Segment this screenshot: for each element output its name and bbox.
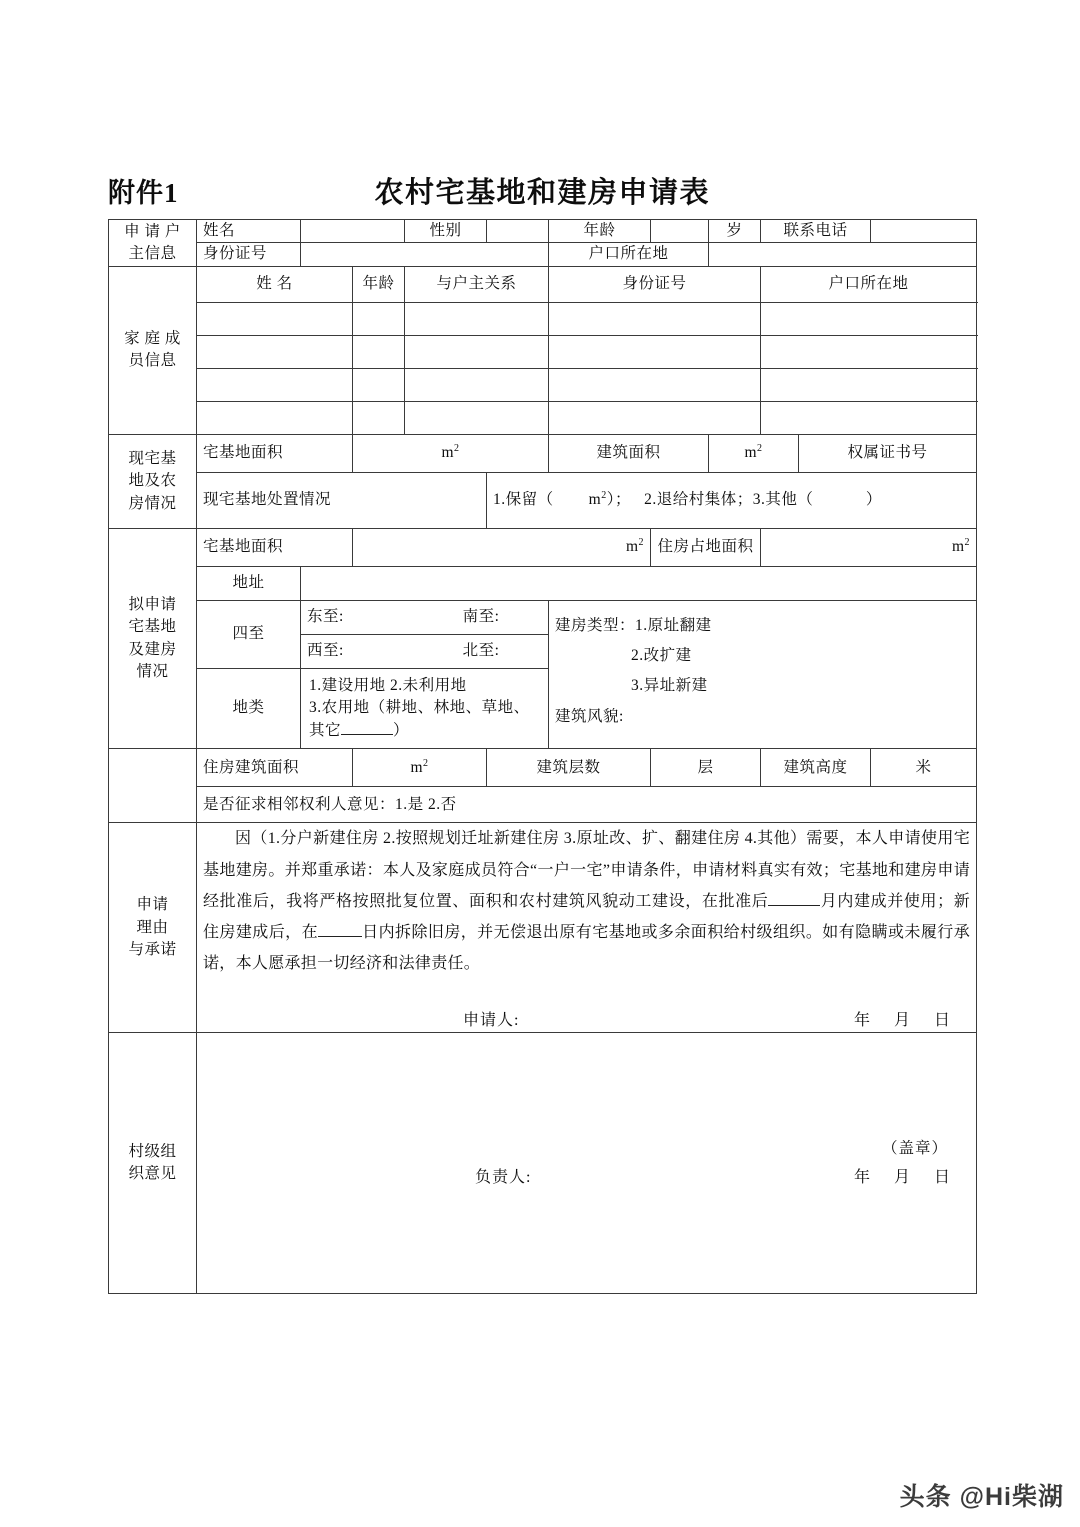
village-opinion-label-line2: 织意见	[128, 1165, 177, 1183]
neighbor-consent[interactable]: 是否征求相邻权利人意见：1.是 2.否	[197, 787, 977, 823]
proposed-spacer-label	[109, 749, 197, 823]
disposal-options[interactable]	[487, 472, 977, 528]
ownership-cert-label: 权属证书号	[799, 434, 977, 472]
family-header-hukou: 户口所在地	[761, 266, 977, 302]
table-row-current-homestead-area	[109, 434, 977, 472]
family-cell-name[interactable]	[197, 368, 353, 401]
land-type-label: 地类	[197, 668, 301, 748]
house-area-label: 住房建筑面积	[197, 749, 353, 787]
application-form-table	[108, 219, 977, 1294]
address-field[interactable]	[301, 566, 977, 600]
disposal-options-text: 1.保留（ $m^2$）； 2.退给村集体；3.其他（ ）	[493, 490, 882, 509]
boundary-west-label: 西至:	[307, 642, 344, 660]
build-type-cell	[549, 600, 977, 748]
family-cell-age[interactable]	[353, 401, 405, 434]
reason-label-line3: 与承诺	[128, 941, 177, 959]
age-label: 年龄	[549, 220, 651, 243]
reason-months-blank[interactable]	[768, 905, 820, 906]
table-row-family-member	[109, 368, 977, 401]
name-label: 姓名	[197, 220, 301, 243]
build-type-option-3[interactable]: 3.异址新建	[631, 677, 708, 695]
family-cell-relation[interactable]	[405, 335, 549, 368]
table-row-applicant-id	[109, 243, 977, 266]
applicant-signature-row	[203, 1009, 970, 1032]
family-cell-hukou[interactable]	[761, 401, 977, 434]
phone-label: 联系电话	[761, 220, 871, 243]
village-signature-row	[203, 1166, 970, 1189]
reason-text-part2: 月内建成并使用；新住房建成后，在	[203, 892, 971, 941]
proposed-label-line1: 拟申请	[128, 595, 177, 613]
gender-label: 性别	[405, 220, 487, 243]
boundary-label: 四至	[197, 600, 301, 668]
stamp-label: （盖章）	[882, 1139, 949, 1157]
current-building-area-field[interactable]: $m^2$	[709, 434, 799, 472]
family-cell-age[interactable]	[353, 335, 405, 368]
page-title: 农村宅基地和建房申请表	[374, 176, 710, 209]
family-cell-name[interactable]	[197, 401, 353, 434]
floors-field[interactable]: 层	[651, 749, 761, 787]
reason-label	[109, 823, 197, 1033]
applicant-household-label-line1: 申 请 户	[124, 222, 181, 240]
address-label: 地址	[197, 566, 301, 600]
family-cell-id[interactable]	[549, 302, 761, 335]
boundary-east-label: 东至:	[307, 608, 344, 626]
village-person-label[interactable]: 负责人:	[475, 1169, 532, 1187]
proposed-label-line4: 情况	[136, 663, 169, 681]
family-members-label	[109, 266, 197, 434]
land-type-options[interactable]	[301, 668, 549, 748]
table-row-family-member	[109, 401, 977, 434]
build-type-option-1[interactable]: 1.原址翻建	[635, 616, 712, 634]
table-row-neighbor-consent	[109, 787, 977, 823]
height-field[interactable]: 米	[871, 749, 977, 787]
family-header-id: 身份证号	[549, 266, 761, 302]
family-cell-relation[interactable]	[405, 368, 549, 401]
land-type-line1: 1.建设用地 2.未利用地	[309, 676, 467, 694]
proposed-label-line3: 及建房	[128, 640, 177, 658]
current-homestead-label-line3: 房情况	[128, 494, 177, 512]
boundary-west-north[interactable]	[301, 634, 549, 668]
table-row-proposed-address	[109, 566, 977, 600]
table-row-house-metrics	[109, 749, 977, 787]
applicant-date-label[interactable]: 年 月 日	[854, 1012, 961, 1030]
village-opinion-label	[109, 1033, 197, 1294]
disposal-label: 现宅基地处置情况	[197, 472, 487, 528]
family-cell-relation[interactable]	[405, 302, 549, 335]
id-number-field[interactable]	[301, 243, 549, 266]
reason-text-part1: 因（1.分户新建住房 2.按照规划迁址新建住房 3.原址改、扩、翻建住房 4.其他）需要，本人申请使用宅基地建房。并郑重承诺：本人及家庭成员符合“一户一宅”申请条件，申请材料真实有效；宅基地和建房申请经批准后，我将严格按照批复位置、面积和农村建筑风貌动工建设，在批准后	[203, 830, 971, 910]
family-cell-hukou[interactable]	[761, 368, 977, 401]
gender-field[interactable]	[487, 220, 549, 243]
family-cell-relation[interactable]	[405, 401, 549, 434]
current-area-label: 宅基地面积	[197, 434, 353, 472]
phone-field[interactable]	[871, 220, 977, 243]
reason-label-line1: 申请	[136, 896, 169, 914]
reason-text-part3: 日内拆除旧房，并无偿退出原有宅基地或多余面积给村级组织。如有隐瞒或未履行承诺，本人愿承担一切经济和法律责任。	[203, 923, 971, 973]
table-row-reason	[109, 823, 977, 1033]
floors-label: 建筑层数	[487, 749, 651, 787]
proposed-label-line2: 宅基地	[128, 618, 177, 636]
land-type-other-blank[interactable]	[341, 734, 393, 735]
table-row-village-opinion	[109, 1033, 977, 1294]
family-cell-id[interactable]	[549, 401, 761, 434]
applicant-household-label	[109, 220, 197, 267]
family-cell-id[interactable]	[549, 368, 761, 401]
land-type-line2-pre: 3.农用地（耕地、林地、草地、其它	[309, 699, 530, 739]
proposed-homestead-label	[109, 528, 197, 748]
current-homestead-label-line1: 现宅基	[128, 449, 177, 467]
table-row-family-member	[109, 335, 977, 368]
title-row	[108, 168, 976, 212]
build-type-label: 建房类型：	[555, 616, 636, 634]
reason-label-line2: 理由	[136, 918, 169, 936]
table-row-current-disposal	[109, 472, 977, 528]
attachment-number: 附件1	[108, 177, 179, 208]
village-date-label[interactable]: 年 月 日	[854, 1169, 961, 1187]
hukou-field[interactable]	[709, 243, 977, 266]
village-opinion-content-cell[interactable]	[197, 1033, 977, 1294]
village-opinion-label-line1: 村级组	[128, 1143, 177, 1160]
family-cell-age[interactable]	[353, 368, 405, 401]
age-field[interactable]	[651, 220, 709, 243]
applicant-household-label-line2: 主信息	[128, 244, 177, 262]
reason-days-blank[interactable]	[318, 936, 362, 937]
height-label: 建筑高度	[761, 749, 871, 787]
name-field[interactable]	[301, 220, 405, 243]
proposed-area-field[interactable]: $m^2$	[353, 528, 651, 566]
family-cell-hukou[interactable]	[761, 302, 977, 335]
reason-paragraph	[203, 823, 970, 979]
family-cell-name[interactable]	[197, 302, 353, 335]
reason-content-cell	[197, 823, 977, 1033]
table-row-boundary-east-south	[109, 600, 977, 634]
current-area-field[interactable]: $m^2$	[353, 434, 549, 472]
architectural-style-label: 建筑风貌:	[555, 707, 624, 725]
applicant-signature-label[interactable]: 申请人:	[463, 1012, 520, 1030]
id-number-label: 身份证号	[197, 243, 301, 266]
land-type-line2	[309, 697, 540, 742]
table-row-applicant-basic	[109, 220, 977, 243]
current-homestead-label	[109, 434, 197, 528]
boundary-east-south[interactable]	[301, 600, 549, 634]
build-type-line1	[555, 611, 970, 641]
boundary-north-label: 北至:	[462, 642, 500, 660]
current-homestead-label-line2: 地及农	[128, 472, 177, 490]
proposed-area-label: 宅基地面积	[197, 528, 353, 566]
family-header-name: 姓 名	[197, 266, 353, 302]
watermark: 头条 @Hi柴湖	[899, 1483, 1064, 1511]
family-members-label-line1: 家 庭 成	[124, 329, 181, 347]
age-unit: 岁	[709, 220, 761, 243]
family-header-age: 年龄	[353, 266, 405, 302]
family-header-relation: 与户主关系	[405, 266, 549, 302]
house-footprint-field[interactable]: $m^2$	[761, 528, 977, 566]
table-row-family-header	[109, 266, 977, 302]
family-cell-name[interactable]	[197, 335, 353, 368]
boundary-south-label: 南至:	[462, 608, 500, 626]
family-cell-id[interactable]	[549, 335, 761, 368]
family-cell-hukou[interactable]	[761, 335, 977, 368]
family-members-label-line2: 员信息	[128, 352, 177, 370]
land-type-line2-post: ）	[393, 721, 410, 739]
build-type-option-2[interactable]: 2.改扩建	[631, 647, 692, 665]
table-row-family-member	[109, 302, 977, 335]
house-footprint-label: 住房占地面积	[651, 528, 761, 566]
table-row-proposed-area	[109, 528, 977, 566]
house-area-field[interactable]: $m^2$	[353, 749, 487, 787]
hukou-label: 户口所在地	[549, 243, 709, 266]
current-building-area-label: 建筑面积	[549, 434, 709, 472]
family-cell-age[interactable]	[353, 302, 405, 335]
